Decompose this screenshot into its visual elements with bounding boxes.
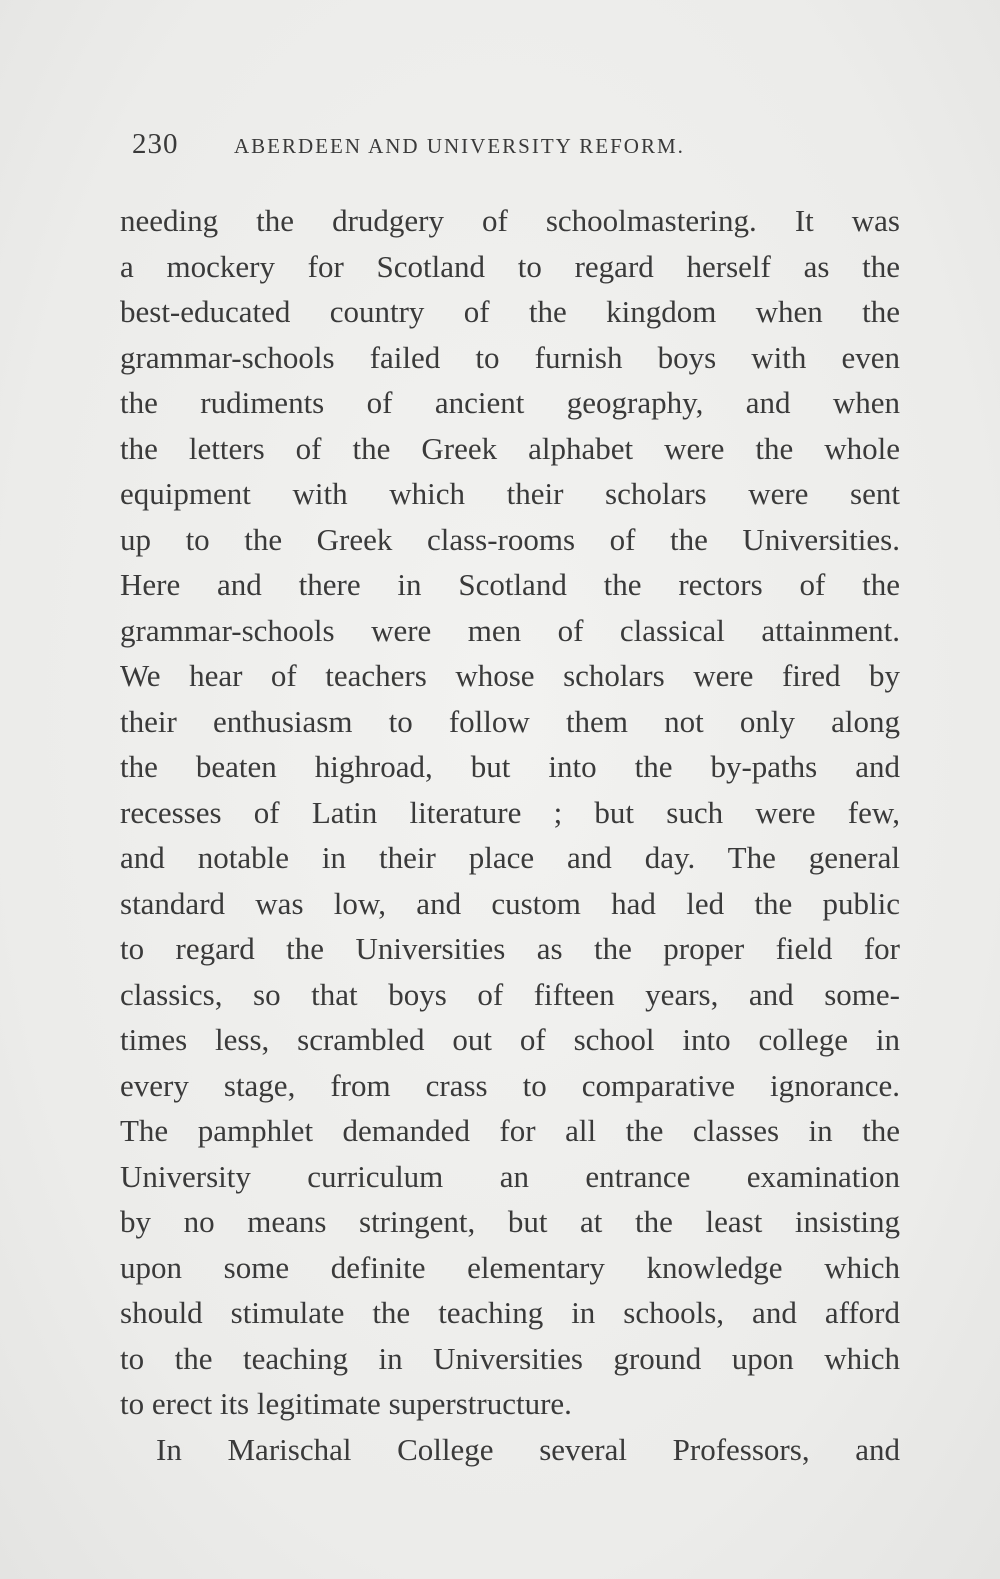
text-line: the letters of the Greek alphabet were the whole bbox=[120, 430, 900, 466]
text-line: up to the Greek class-rooms of the Universities. bbox=[120, 521, 900, 557]
text-line: classics, so that boys of fifteen years, and some- bbox=[120, 976, 900, 1012]
text-line: should stimulate the teaching in schools, and afford bbox=[120, 1295, 900, 1330]
text-line: grammar-schools were men of classical attainment. bbox=[120, 612, 900, 648]
text-line: We hear of teachers whose scholars were fired by bbox=[120, 658, 900, 693]
text-line: times less, scrambled out of school into college in bbox=[120, 1022, 900, 1057]
text-line: a mockery for Scotland to regard herself as the bbox=[120, 248, 900, 284]
body-text bbox=[120, 198, 900, 1472]
text-line: best-educated country of the kingdom when the bbox=[120, 294, 900, 329]
text-line: equipment with which their scholars were sent bbox=[120, 476, 900, 511]
text-line: upon some definite elementary knowledge which bbox=[120, 1249, 900, 1285]
text-line: by no means stringent, but at the least insisting bbox=[120, 1204, 900, 1239]
text-line: every stage, from crass to comparative ignorance. bbox=[120, 1067, 900, 1103]
paragraph-end-line: to erect its legitimate superstructure. bbox=[120, 1386, 572, 1421]
text-line: University curriculum an entrance examination bbox=[120, 1158, 900, 1194]
running-title: ABERDEEN AND UNIVERSITY REFORM. bbox=[234, 134, 685, 158]
text-line: their enthusiasm to follow them not only along bbox=[120, 703, 900, 739]
text-line: standard was low, and custom had led the public bbox=[120, 885, 900, 921]
text-line: and notable in their place and day. The general bbox=[120, 840, 900, 875]
text-line: recesses of Latin literature ; but such were few, bbox=[120, 794, 900, 830]
text-line: to regard the Universities as the proper field for bbox=[120, 931, 900, 966]
page-number: 230 bbox=[132, 128, 179, 160]
text-line: needing the drudgery of schoolmastering. It was bbox=[120, 203, 900, 238]
text-line: grammar-schools failed to furnish boys with even bbox=[120, 339, 900, 375]
text-line: Here and there in Scotland the rectors of the bbox=[120, 567, 900, 602]
page-header bbox=[132, 128, 812, 168]
text-line: the rudiments of ancient geography, and when bbox=[120, 385, 900, 420]
paragraph-start-line: In Marischal College several Professors, and bbox=[156, 1431, 900, 1467]
text-line: to the teaching in Universities ground upon which bbox=[120, 1340, 900, 1376]
text-line: the beaten highroad, but into the by-paths and bbox=[120, 749, 900, 784]
text-line: The pamphlet demanded for all the classes in the bbox=[120, 1113, 900, 1148]
